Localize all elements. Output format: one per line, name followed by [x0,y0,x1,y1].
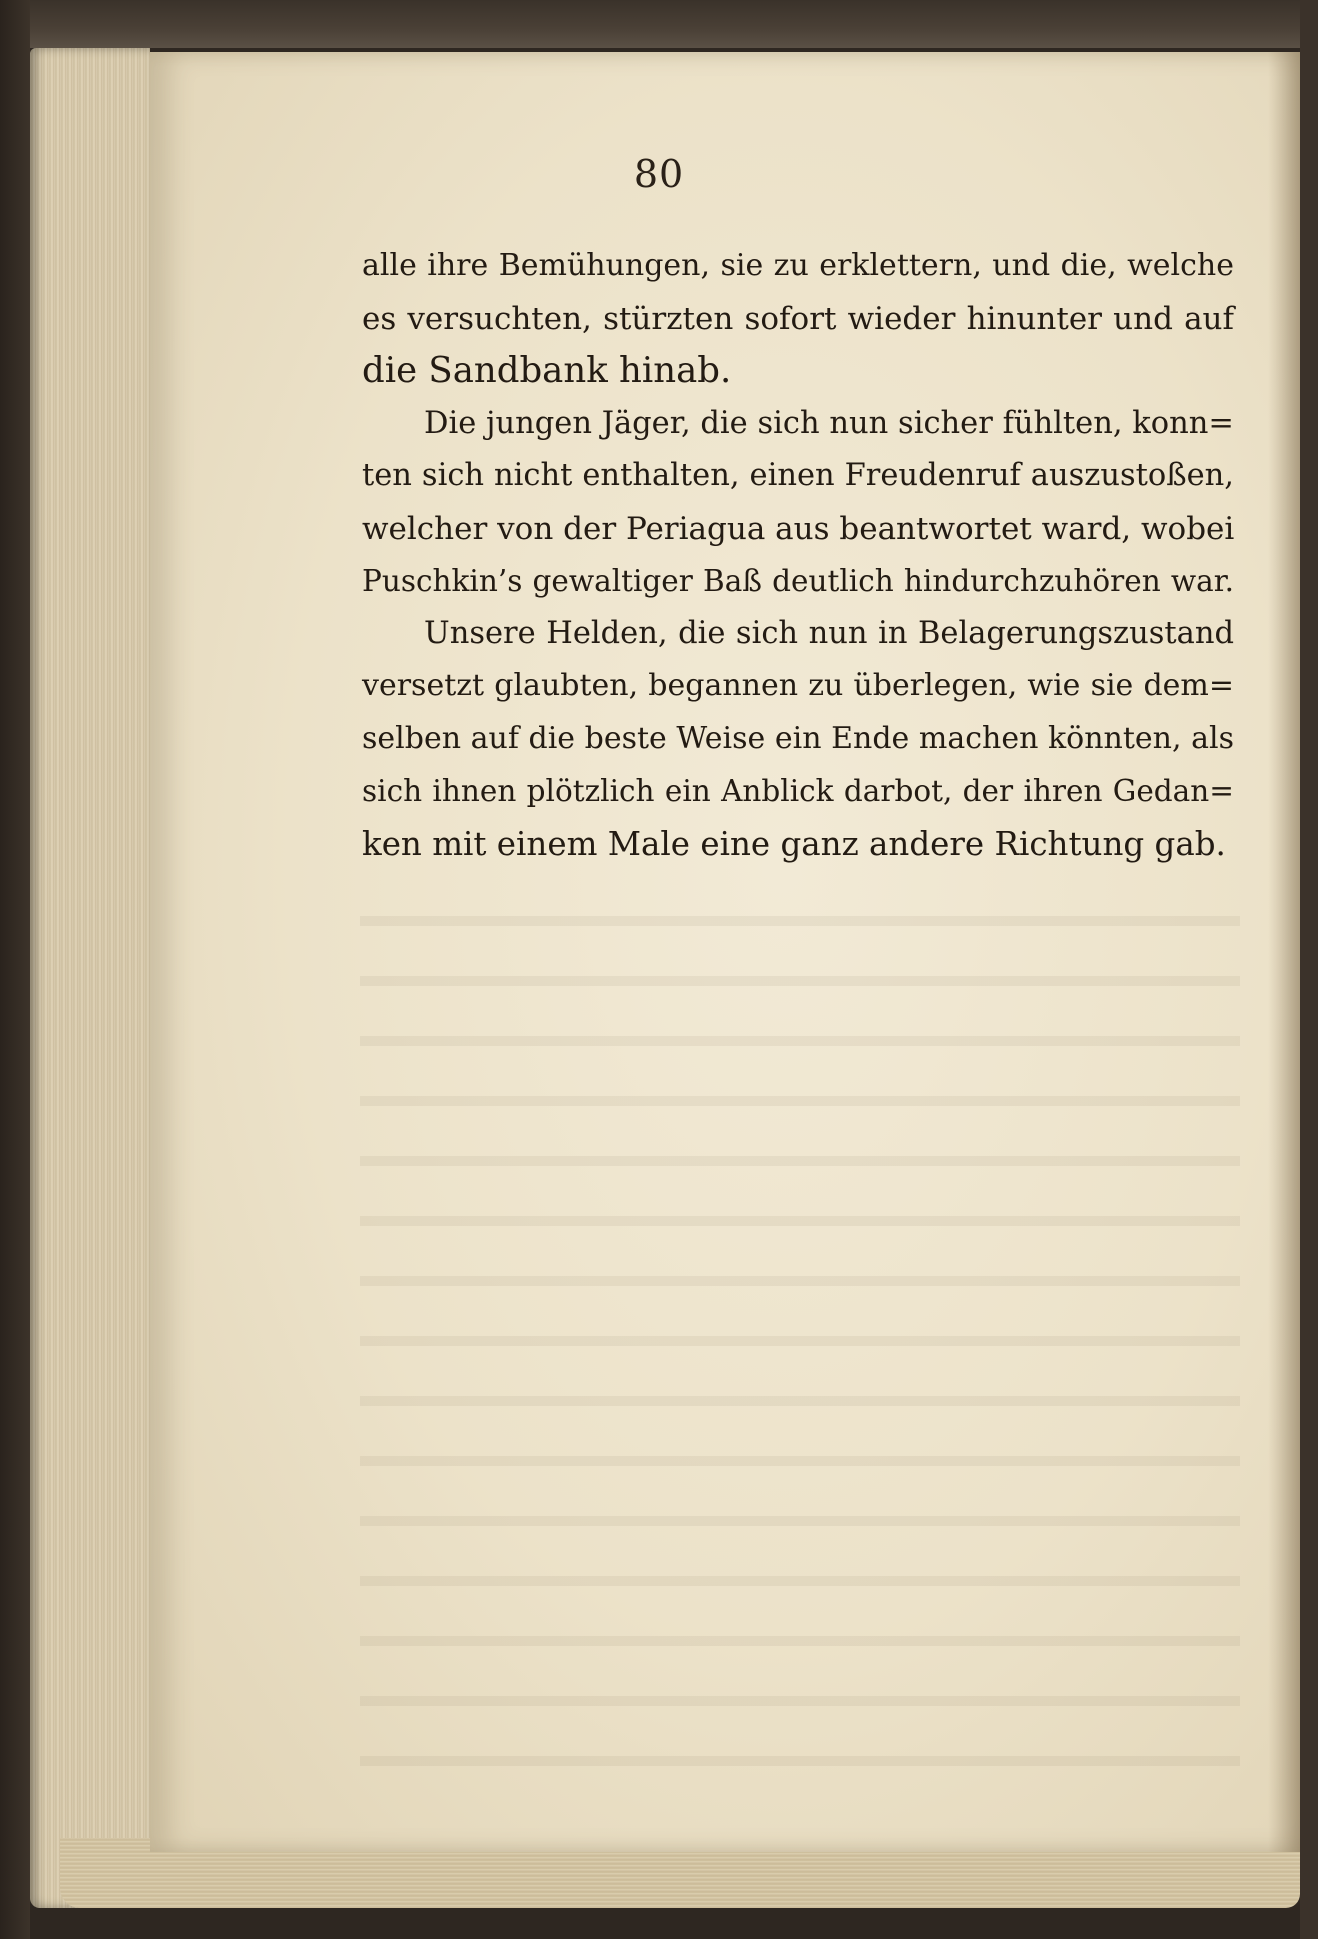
text-line: versetzt glaubten, begannen zu überlegen, wie sie dem= [362,668,1234,703]
page-number: 80 [633,152,685,196]
book-spine-shadow [1268,52,1300,1852]
text-line: selben auf die beste Weise ein Ende machen könnten, als [362,720,1234,756]
text-line: Puschkin’s gewaltiger Baß deutlich hindurchzuhören war. [362,564,1234,598]
book-cover-right-edge [1300,0,1318,1939]
paragraph-2 [362,398,1234,608]
text-line: die Sandbank hinab. [362,350,732,391]
paragraph-1 [362,240,1234,398]
book-cover-top-edge [0,0,1318,48]
text-line: es versuchten, stürzten sofort wieder hinunter und auf [362,300,1234,337]
paragraph-3 [362,608,1234,871]
text-line: Unsere Helden, die sich nun in Belagerungszustand [424,615,1234,651]
text-line: welcher von der Periagua aus beantwortet ward, wobei [362,510,1235,547]
text-line: Die jungen Jäger, die sich nun sicher fühlten, konn= [424,405,1234,441]
text-line: alle ihre Bemühungen, sie zu erklettern, und die, welche [362,248,1234,283]
page-stack-edges [30,48,150,1908]
text-line: ken mit einem Male eine ganz andere Richtung gab. [362,824,1226,863]
text-line: ten sich nicht enthalten, einen Freudenruf auszustoßen, [362,458,1234,493]
book-cover-left-edge [0,0,30,1939]
bleed-through-text [360,880,1240,1780]
text-line: sich ihnen plötzlich ein Anblick darbot, der ihren Gedan= [362,774,1234,808]
body-text [362,240,1234,870]
